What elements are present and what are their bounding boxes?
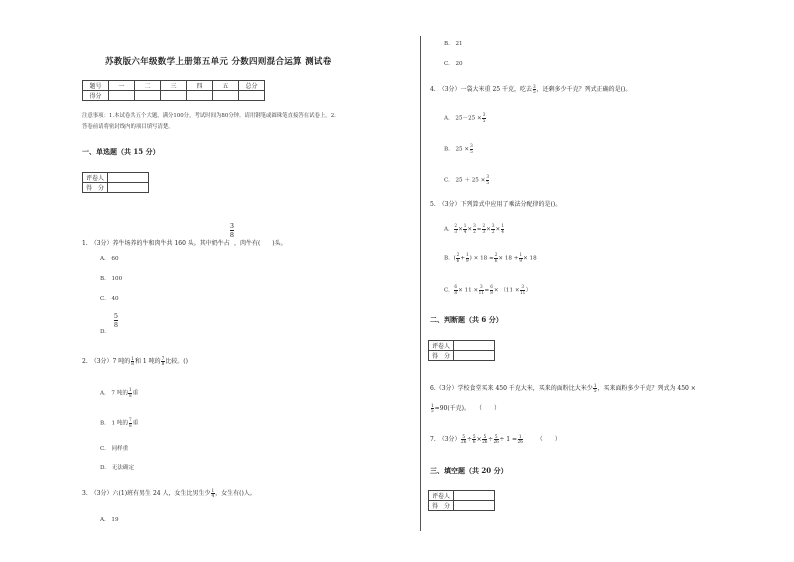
- fraction: [501, 224, 505, 234]
- question-2-text-a: 2. （3分）7 吨的: [82, 358, 131, 365]
- q4-option-c[interactable]: [444, 175, 490, 185]
- operator: ×: [486, 226, 491, 233]
- denominator: 2: [473, 228, 476, 234]
- numerator: 6: [490, 284, 493, 289]
- denominator: 3: [454, 228, 458, 234]
- fraction: [461, 435, 466, 445]
- denominator: 26: [517, 439, 523, 444]
- q2-option-a[interactable]: [100, 388, 138, 398]
- q1-option-c[interactable]: C. 40: [100, 296, 119, 302]
- fraction: [470, 144, 474, 154]
- denominator: 4: [501, 228, 504, 234]
- grader-table-3: [428, 490, 495, 511]
- operator: +: [460, 255, 465, 262]
- question-6-text-a: 6.（3分）学校食堂买来 450 千克大米，买来的面粉比大米少: [430, 385, 593, 392]
- denominator: 9: [466, 257, 469, 263]
- section-3-title: 三、填空题（共 20 分）: [430, 466, 508, 475]
- denominator: 8: [229, 231, 234, 239]
- question-5: 5. （3分）下列算式中应用了乘法分配律的是()。: [430, 201, 562, 208]
- fraction: [490, 285, 494, 295]
- question-4-text-b: ，还剩多少千克？列式正确的是()。: [536, 86, 632, 93]
- fraction: [454, 224, 458, 234]
- score-blank-cell: [161, 91, 187, 101]
- question-3: [82, 488, 256, 499]
- q5-option-a[interactable]: [444, 224, 505, 234]
- score-header-cell: 三: [161, 81, 187, 91]
- denominator: 26: [493, 439, 499, 444]
- answer-blank[interactable]: （ ）: [536, 436, 561, 443]
- denominator: 4: [211, 493, 215, 498]
- operator: × 11 ×: [458, 287, 479, 294]
- score-header-cell: 一: [109, 81, 135, 91]
- question-2-text-c: 比较。(): [165, 358, 188, 365]
- numerator: 1: [518, 433, 522, 439]
- operator: ×: [467, 226, 473, 233]
- numerator: 3: [521, 284, 525, 289]
- fraction: [491, 224, 495, 234]
- fraction: [472, 435, 476, 445]
- numerator: 7: [161, 355, 165, 361]
- question-3-text-a: 3. （3分）六(1)班有男生 24 人，女生比男生少: [82, 490, 211, 497]
- option-text: B. 25 ×: [444, 146, 470, 153]
- notice-line-1: 注意事项：1.本试卷共五个大题，满分100分，考试时间为80分钟。请用钢笔或圆珠笔直接答在试卷上。2.: [82, 113, 336, 119]
- question-1: [82, 222, 287, 247]
- numerator: 1: [211, 487, 215, 493]
- score-blank-cell: [135, 91, 161, 101]
- q2-option-d[interactable]: D. 无法确定: [100, 465, 135, 471]
- notice-line-2: 答卷前请将密封线内的项目填写清楚。: [82, 124, 174, 130]
- denominator: 8: [113, 321, 118, 329]
- q1-option-a[interactable]: A. 60: [100, 256, 119, 262]
- q4-option-b[interactable]: [444, 144, 474, 154]
- fraction: [482, 113, 486, 123]
- denominator: 5: [431, 408, 434, 413]
- grader-label: 评卷人: [429, 341, 454, 351]
- grader-label: 评卷人: [429, 491, 454, 501]
- fraction: [479, 285, 484, 295]
- operator: =: [476, 226, 482, 233]
- denominator: 8: [131, 361, 134, 366]
- score-table: [82, 80, 265, 101]
- numerator: 3: [479, 284, 483, 289]
- operator: ÷ 1 =: [499, 436, 518, 443]
- denominator: 26: [461, 439, 467, 444]
- question-1-text-b: ，肉牛有( )头。: [233, 240, 287, 247]
- grader-blank: [454, 501, 495, 511]
- question-3-text-b: ，女生有()人。: [215, 490, 256, 497]
- numerator: 3: [470, 143, 473, 148]
- denominator: 4: [463, 228, 467, 234]
- option-text: B. 1 吨的: [100, 420, 129, 427]
- operator: ) × 18 =: [469, 255, 494, 262]
- fraction: [131, 357, 135, 367]
- option-label: B.: [444, 255, 450, 262]
- question-7: [430, 434, 561, 445]
- denominator: 5: [593, 388, 597, 393]
- operator: (: [453, 255, 456, 262]
- question-1-text-a: 1. （3分）养牛场养的牛和肉牛共 160 头。其中奶牛占: [82, 240, 230, 247]
- numerator: 7: [129, 417, 132, 422]
- q3-option-c[interactable]: C. 20: [444, 61, 463, 67]
- denominator: 2: [491, 228, 495, 234]
- grader-label: 得 分: [83, 183, 108, 193]
- question-6-text-b: ，买来面粉多少千克？列式为 450 ×: [597, 385, 696, 392]
- score-blank-cell: [109, 91, 135, 101]
- operator: × 18 +: [498, 255, 519, 262]
- fraction: [114, 312, 118, 329]
- q3-option-a[interactable]: A. 19: [100, 517, 119, 523]
- denominator: 6: [456, 257, 460, 263]
- operator: × （11 ×: [493, 287, 520, 294]
- question-6-line-2: [430, 403, 500, 414]
- grader-blank: [108, 183, 149, 193]
- option-label: C.: [444, 287, 450, 294]
- numerator: 5: [483, 433, 487, 439]
- option-text: 重: [132, 390, 139, 397]
- denominator: 8: [490, 289, 493, 295]
- q5-option-b[interactable]: [444, 253, 537, 263]
- denominator: 8: [454, 289, 458, 295]
- denominator: 8: [128, 392, 132, 398]
- numerator: 3: [473, 223, 476, 228]
- numerator: 3: [229, 222, 234, 230]
- option-text: C. 25 ＋ 25 ×: [444, 177, 486, 184]
- denominator: 26: [482, 439, 488, 444]
- numerator: 1: [463, 223, 467, 228]
- numerator: 2: [454, 223, 458, 228]
- fraction: [486, 175, 490, 185]
- score-header-cell: 四: [187, 81, 213, 91]
- question-4-text-a: 4. （3分）一袋大米重 25 千克，吃去: [430, 86, 532, 93]
- operator: ）: [525, 287, 532, 294]
- grader-label: 得 分: [429, 351, 454, 361]
- operator: ÷: [466, 436, 472, 443]
- question-6: [430, 383, 696, 394]
- denominator: 5: [470, 148, 473, 154]
- grader-blank: [108, 173, 149, 183]
- grader-blank: [454, 341, 495, 351]
- grader-label: 评卷人: [83, 173, 108, 183]
- operator: =: [484, 287, 490, 294]
- q2-option-c[interactable]: C. 同样重: [100, 446, 129, 452]
- option-text: A. 25－25 ×: [444, 115, 482, 122]
- denominator: 5: [533, 89, 536, 94]
- numerator: 5: [113, 312, 118, 320]
- column-divider: [420, 36, 421, 531]
- question-6-line-2-text: =90(千克)。 （ ）: [434, 405, 501, 412]
- denominator: 5: [482, 117, 486, 123]
- denominator: 3: [482, 228, 486, 234]
- q1-option-d[interactable]: [100, 312, 118, 335]
- option-text: 重: [132, 420, 139, 427]
- numerator: 1: [128, 387, 132, 392]
- denominator: 11: [478, 289, 484, 295]
- numerator: 1: [501, 223, 504, 228]
- fraction: [482, 435, 487, 445]
- fraction: [533, 85, 537, 95]
- numerator: 3: [482, 112, 486, 117]
- fraction: [520, 285, 525, 295]
- numerator: 6: [454, 284, 458, 289]
- operator: ×: [458, 226, 463, 233]
- score-blank-cell: [187, 91, 213, 101]
- score-header-cell: 二: [135, 81, 161, 91]
- denominator: 8: [129, 422, 132, 428]
- grader-table-2: [428, 340, 495, 361]
- fraction: [128, 388, 132, 398]
- score-header-cell: 五: [213, 81, 239, 91]
- numerator: 1: [466, 252, 469, 257]
- page-title: 苏教版六年级数学上册第五单元 分数四则混合运算 测试卷: [105, 57, 332, 67]
- score-header-cell: 总分: [239, 81, 265, 91]
- score-blank-cell: [239, 91, 265, 101]
- numerator: 5: [472, 433, 476, 439]
- numerator: 2: [456, 252, 460, 257]
- fraction: [473, 224, 477, 234]
- operator: × 18: [523, 255, 537, 262]
- grader-blank: [454, 491, 495, 501]
- numerator: 3: [486, 174, 489, 179]
- option-label: D.: [100, 329, 107, 335]
- fraction: [466, 253, 470, 263]
- denominator: 5: [486, 179, 489, 185]
- question-2-text-b: 和 1 吨的: [134, 358, 161, 365]
- operator: ×: [495, 226, 501, 233]
- denominator: 6: [472, 439, 476, 444]
- numerator: 1: [431, 402, 434, 408]
- score-blank-cell: [213, 91, 239, 101]
- operator: ÷: [487, 436, 493, 443]
- numerator: 5: [494, 433, 498, 439]
- q1-option-b[interactable]: B. 100: [100, 276, 123, 282]
- option-label: A.: [444, 226, 450, 233]
- fraction: [431, 404, 435, 414]
- grader-label: 得 分: [429, 501, 454, 511]
- numerator: 1: [131, 355, 134, 361]
- denominator: 8: [161, 361, 165, 366]
- numerator: 2: [494, 252, 498, 257]
- question-2: [82, 356, 188, 367]
- fraction: [518, 435, 523, 445]
- q3-option-b[interactable]: B. 21: [444, 41, 463, 47]
- q2-option-b[interactable]: [100, 418, 138, 428]
- numerator: 1: [519, 252, 523, 257]
- section-1-title: 一、单选题（共 15 分）: [82, 147, 160, 156]
- numerator: 5: [462, 433, 466, 439]
- operator: ×: [476, 436, 482, 443]
- grader-blank: [454, 351, 495, 361]
- numerator: 3: [533, 83, 536, 89]
- denominator: 9: [519, 257, 523, 263]
- score-header-cell: 题号: [83, 81, 109, 91]
- denominator: 6: [494, 257, 498, 263]
- section-2-title: 二、判断题（共 6 分）: [430, 315, 503, 324]
- question-7-text-a: 7. （3分）: [430, 436, 461, 443]
- grader-table-1: [82, 172, 149, 193]
- score-row-label: 得分: [83, 91, 109, 101]
- q5-option-c[interactable]: [444, 285, 531, 295]
- numerator: 3: [491, 223, 495, 228]
- fraction: [230, 222, 234, 239]
- question-4: [430, 84, 631, 95]
- fraction: [129, 418, 133, 428]
- q4-option-a[interactable]: [444, 113, 486, 123]
- option-text: A. 7 吨的: [100, 390, 128, 397]
- numerator: 2: [482, 223, 486, 228]
- denominator: 11: [520, 289, 526, 295]
- numerator: 1: [593, 382, 597, 388]
